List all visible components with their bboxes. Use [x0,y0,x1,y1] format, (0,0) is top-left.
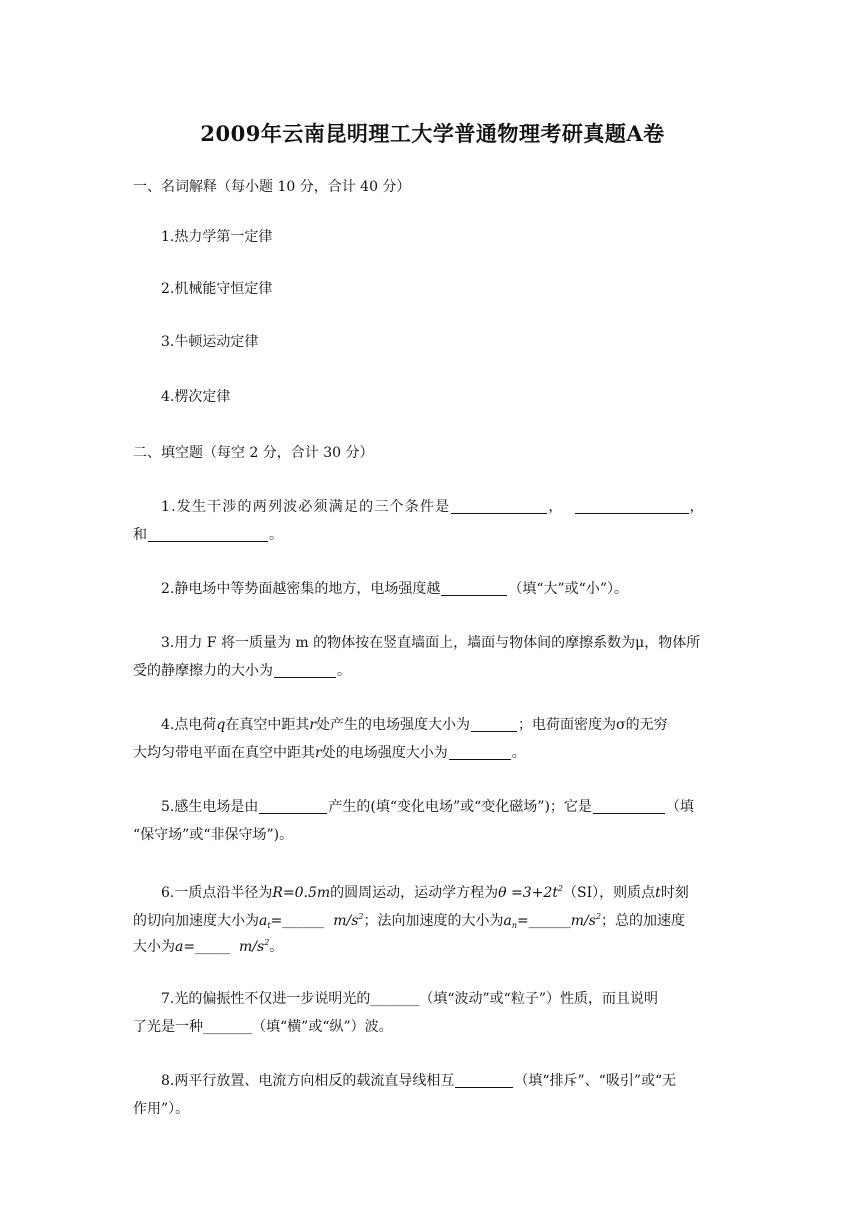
section-heading-fill-in: 二、填空题（每空 2 分，合计 30 分） [133,445,374,461]
punctuation: 。 [511,745,526,761]
question-8-line-2: 作用”）。 [133,1101,190,1117]
radius-expression: R=0.5m [272,885,331,901]
symbol-q: q [216,717,226,733]
question-5-text: 产生的(填“变化电场”或“变化磁场”)；它是 [328,799,592,815]
term-item: 3.牛顿运动定律 [161,334,259,350]
question-6-line-2 [133,908,685,935]
page-title: 2009年云南昆明理工大学普通物理考研真题A卷 [200,121,665,146]
unit: m/s [570,913,596,929]
punctuation: ， [689,499,705,515]
question-3-line-1: 3.用力 F 将一质量为 m 的物体按在竖直墙面上，墙面与物体间的摩擦系数为μ，物体所 [161,635,701,651]
question-6-text: ；法向加速度的大小为 [363,913,504,929]
answer-blank [441,581,507,596]
symbol-r: r [315,745,322,761]
question-4-text: 4.点电荷 [161,717,217,733]
question-4-line-2 [133,744,526,762]
exponent: 2 [264,938,270,947]
subscript: n [511,921,518,930]
question-4-text: 大均匀带电平面在真空中距其 [133,745,315,761]
answer-blank: =______ [517,913,571,929]
answer-blank [274,663,336,678]
question-7-line-1: 7.光的偏振性不仅进一步说明光的_______（填“波动”或“粒子”）性质，而且说明 [161,991,658,1007]
unit: m/s [239,939,265,955]
question-6-text: 的圆周运动，运动学方程为 [330,885,499,901]
answer-blank [593,799,665,814]
question-6-text: 时刻 [660,885,689,901]
question-8-hint: （填“排斥”、“吸引”或“无 [514,1073,677,1089]
punctuation: 。 [337,663,351,679]
question-5-text: 5.感生电场是由 [161,799,259,815]
question-8-text: 8.两平行放置、电流方向相反的载流直导线相互 [161,1073,455,1089]
unit: m/s [333,913,359,929]
question-1-text: 和 [133,527,147,543]
question-3-text: 受的静摩擦力的大小为 [133,663,273,679]
subscript: t [267,921,271,930]
answer-blank [451,499,547,514]
question-6-line-1 [161,880,689,902]
answer-blank [259,799,327,814]
question-8-line-1 [161,1072,676,1090]
answer-blank: =______ [270,913,325,929]
section-heading-definitions: 一、名词解释（每小题 10 分，合计 40 分） [133,179,411,195]
question-4-text: 处的电场强度大小为 [321,745,448,761]
question-2 [161,580,628,598]
symbol-a-normal: a [503,913,512,929]
question-4-text: 在真空中距其 [225,717,310,733]
question-4-text: 处产生的电场强度大小为 [316,717,471,733]
symbol-a-tangential: a [259,913,268,929]
question-6-text: 的切向加速度大小为 [133,913,259,929]
symbol-a-total: a [175,939,184,955]
question-4-line-1 [161,716,668,734]
question-5-line-1 [161,798,694,816]
punctuation: 。 [269,939,284,955]
question-6-text: ；总的加速度 [601,913,686,929]
question-6-line-3 [133,934,283,956]
answer-blank [455,1073,513,1088]
symbol-t: t [655,885,661,901]
answer-blank [471,717,517,732]
punctuation: 。 [269,527,283,543]
question-6-text: 6.一质点沿半径为 [161,885,273,901]
term-item: 2.机械能守恒定律 [161,281,273,297]
question-6-text: （SI），则质点 [563,885,656,901]
term-item: 1.热力学第一定律 [161,229,273,245]
question-4-text: ；电荷面密度为σ的无穷 [518,717,668,733]
question-1-line-2 [133,526,283,544]
exponent: 2 [358,912,364,921]
question-6-text: 大小为 [133,939,175,955]
question-2-text: 2.静电场中等势面越密集的地方，电场强度越 [161,581,441,597]
symbol-r: r [309,717,317,733]
answer-blank: =_____ [183,939,231,955]
punctuation: ， [548,499,564,515]
question-5-hint: （填 [665,799,694,815]
answer-blank [449,745,511,760]
exponent: 2 [557,884,564,893]
question-3-line-2 [133,662,351,680]
question-2-hint: （填“大”或“小”）。 [508,581,628,597]
question-7-line-2: 了光是一种_______（填“横”或“纵”）波。 [133,1019,393,1035]
term-item: 4.楞次定律 [161,389,231,405]
exponent: 2 [595,912,602,921]
question-1-line-1 [161,498,705,516]
answer-blank [148,527,268,542]
motion-equation: θ =3+2t [498,885,558,901]
answer-blank [575,499,689,514]
question-5-line-2: “保守场”或“非保守场”)。 [133,827,294,843]
question-1-text: 1.发生干涉的两列波必须满足的三个条件是 [161,499,451,515]
